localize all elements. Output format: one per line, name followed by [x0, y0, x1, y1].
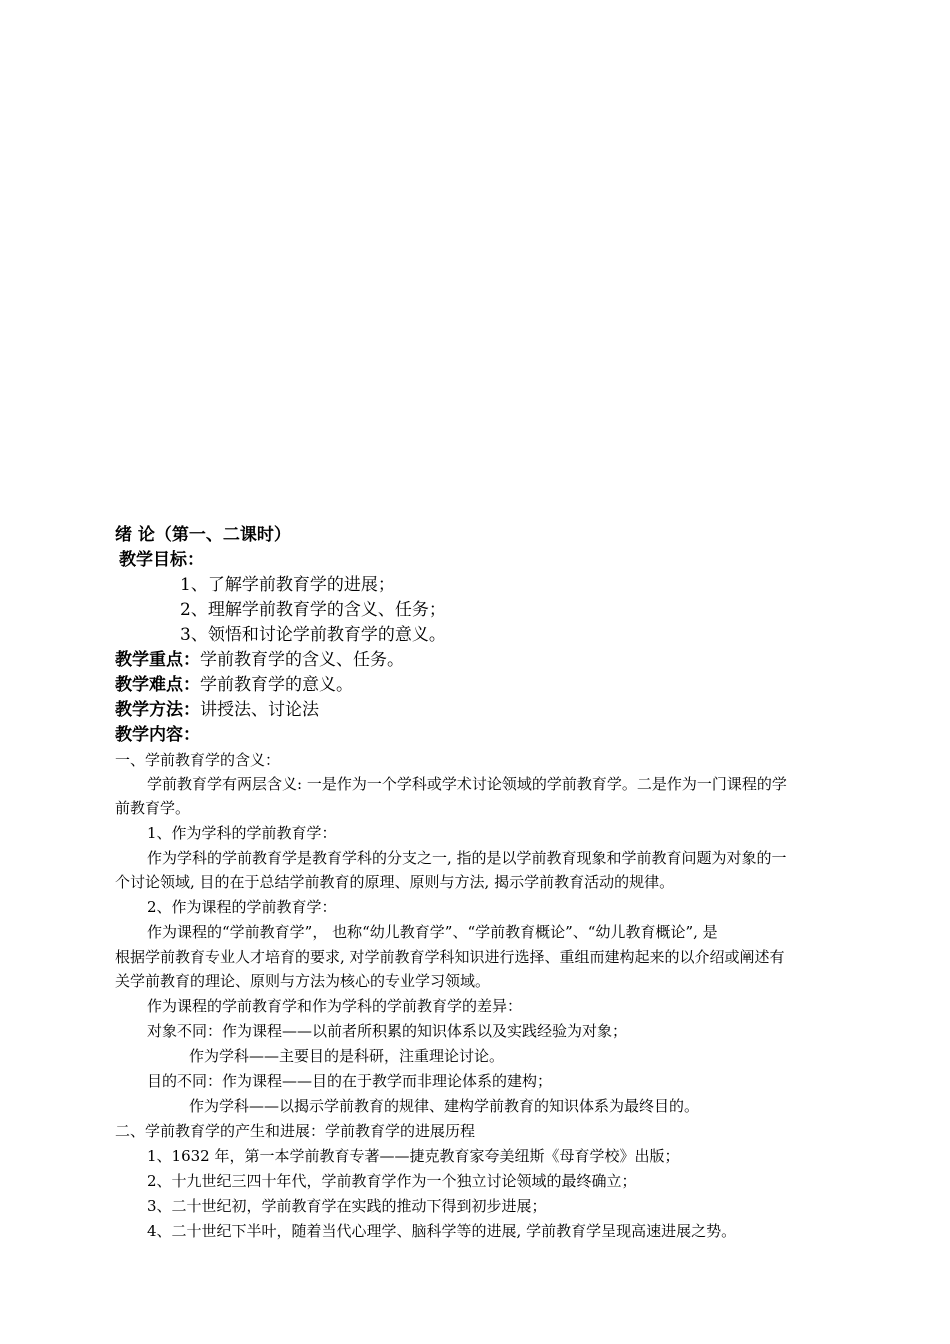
- paragraph-line: 前教育学。: [115, 799, 191, 817]
- difficulty-label: 教学难点：: [115, 675, 200, 695]
- paragraph-line: 关学前教育的理论、原则与方法为核心的专业学习领域。: [115, 972, 491, 990]
- history-item: 4、二十世纪下半叶，随着当代心理学、脑科学等的进展, 学前教育学呈现高速进展之势。: [147, 1222, 737, 1240]
- paragraph-line: 根据学前教育专业人才培育的要求, 对学前教育学科知识进行选择、重组而建构起来的以介绍或阐述有: [115, 948, 785, 966]
- difference-line: 对象不同：作为课程——以前者所积累的知识体系以及实践经验为对象；: [147, 1022, 628, 1040]
- subsection-heading: 2、作为课程的学前教育学：: [147, 898, 337, 916]
- objective-item: 1、了解学前教育学的进展；: [180, 575, 395, 595]
- objective-item: 2、理解学前教育学的含义、任务；: [180, 600, 446, 620]
- paragraph-line: 作为课程的“学前教育学”， 也称“幼儿教育学”、“学前教育概论”、“幼儿教育概论”, 是: [147, 923, 718, 941]
- history-item: 3、二十世纪初，学前教育学在实践的推动下得到初步进展；: [147, 1197, 547, 1215]
- history-item: 1、1632 年，第一本学前教育专著——捷克教育家夸美纽斯《母育学校》出版；: [147, 1147, 680, 1165]
- key-point-text: 学前教育学的含义、任务。: [200, 650, 404, 670]
- difference-line: 作为学科——主要目的是科研，注重理论讨论。: [189, 1047, 505, 1065]
- subsection-heading: 1、作为学科的学前教育学：: [147, 824, 337, 842]
- method-text: 讲授法、讨论法: [200, 700, 319, 720]
- paragraph-line: 个讨论领域, 目的在于总结学前教育的原理、原则与方法, 揭示学前教育活动的规律。: [115, 873, 675, 891]
- history-item: 2、十九世纪三四十年代，学前教育学作为一个独立讨论领域的最终确立；: [147, 1172, 637, 1190]
- method-label: 教学方法：: [115, 700, 200, 720]
- section-heading: 二、学前教育学的产生和进展：学前教育学的进展历程: [115, 1122, 476, 1140]
- objectives-label: 教学目标：: [119, 550, 204, 570]
- section-heading: 一、学前教育学的含义：: [115, 751, 281, 769]
- difference-line: 目的不同：作为课程——目的在于教学而非理论体系的建构；: [147, 1072, 553, 1090]
- difference-heading: 作为课程的学前教育学和作为学科的学前教育学的差异：: [147, 997, 523, 1015]
- difference-line: 作为学科——以揭示学前教育的规律、建构学前教育的知识体系为最终目的。: [189, 1097, 700, 1115]
- lesson-title: 绪 论（第一、二课时）: [115, 525, 291, 545]
- difficulty-row: [115, 677, 353, 694]
- paragraph-line: 作为学科的学前教育学是教育学科的分支之一, 指的是以学前教育现象和学前教育问题为对象的一: [147, 849, 787, 867]
- difficulty-text: 学前教育学的意义。: [200, 675, 353, 695]
- content-label: 教学内容：: [115, 725, 200, 745]
- key-point-row: [115, 652, 404, 669]
- key-point-label: 教学重点：: [115, 650, 200, 670]
- paragraph-line: 学前教育学有两层含义: 一是作为一个学科或学术讨论领域的学前教育学。二是作为一门课程的学: [147, 775, 787, 793]
- objective-item: 3、领悟和讨论学前教育学的意义。: [180, 625, 446, 645]
- method-row: [115, 702, 319, 719]
